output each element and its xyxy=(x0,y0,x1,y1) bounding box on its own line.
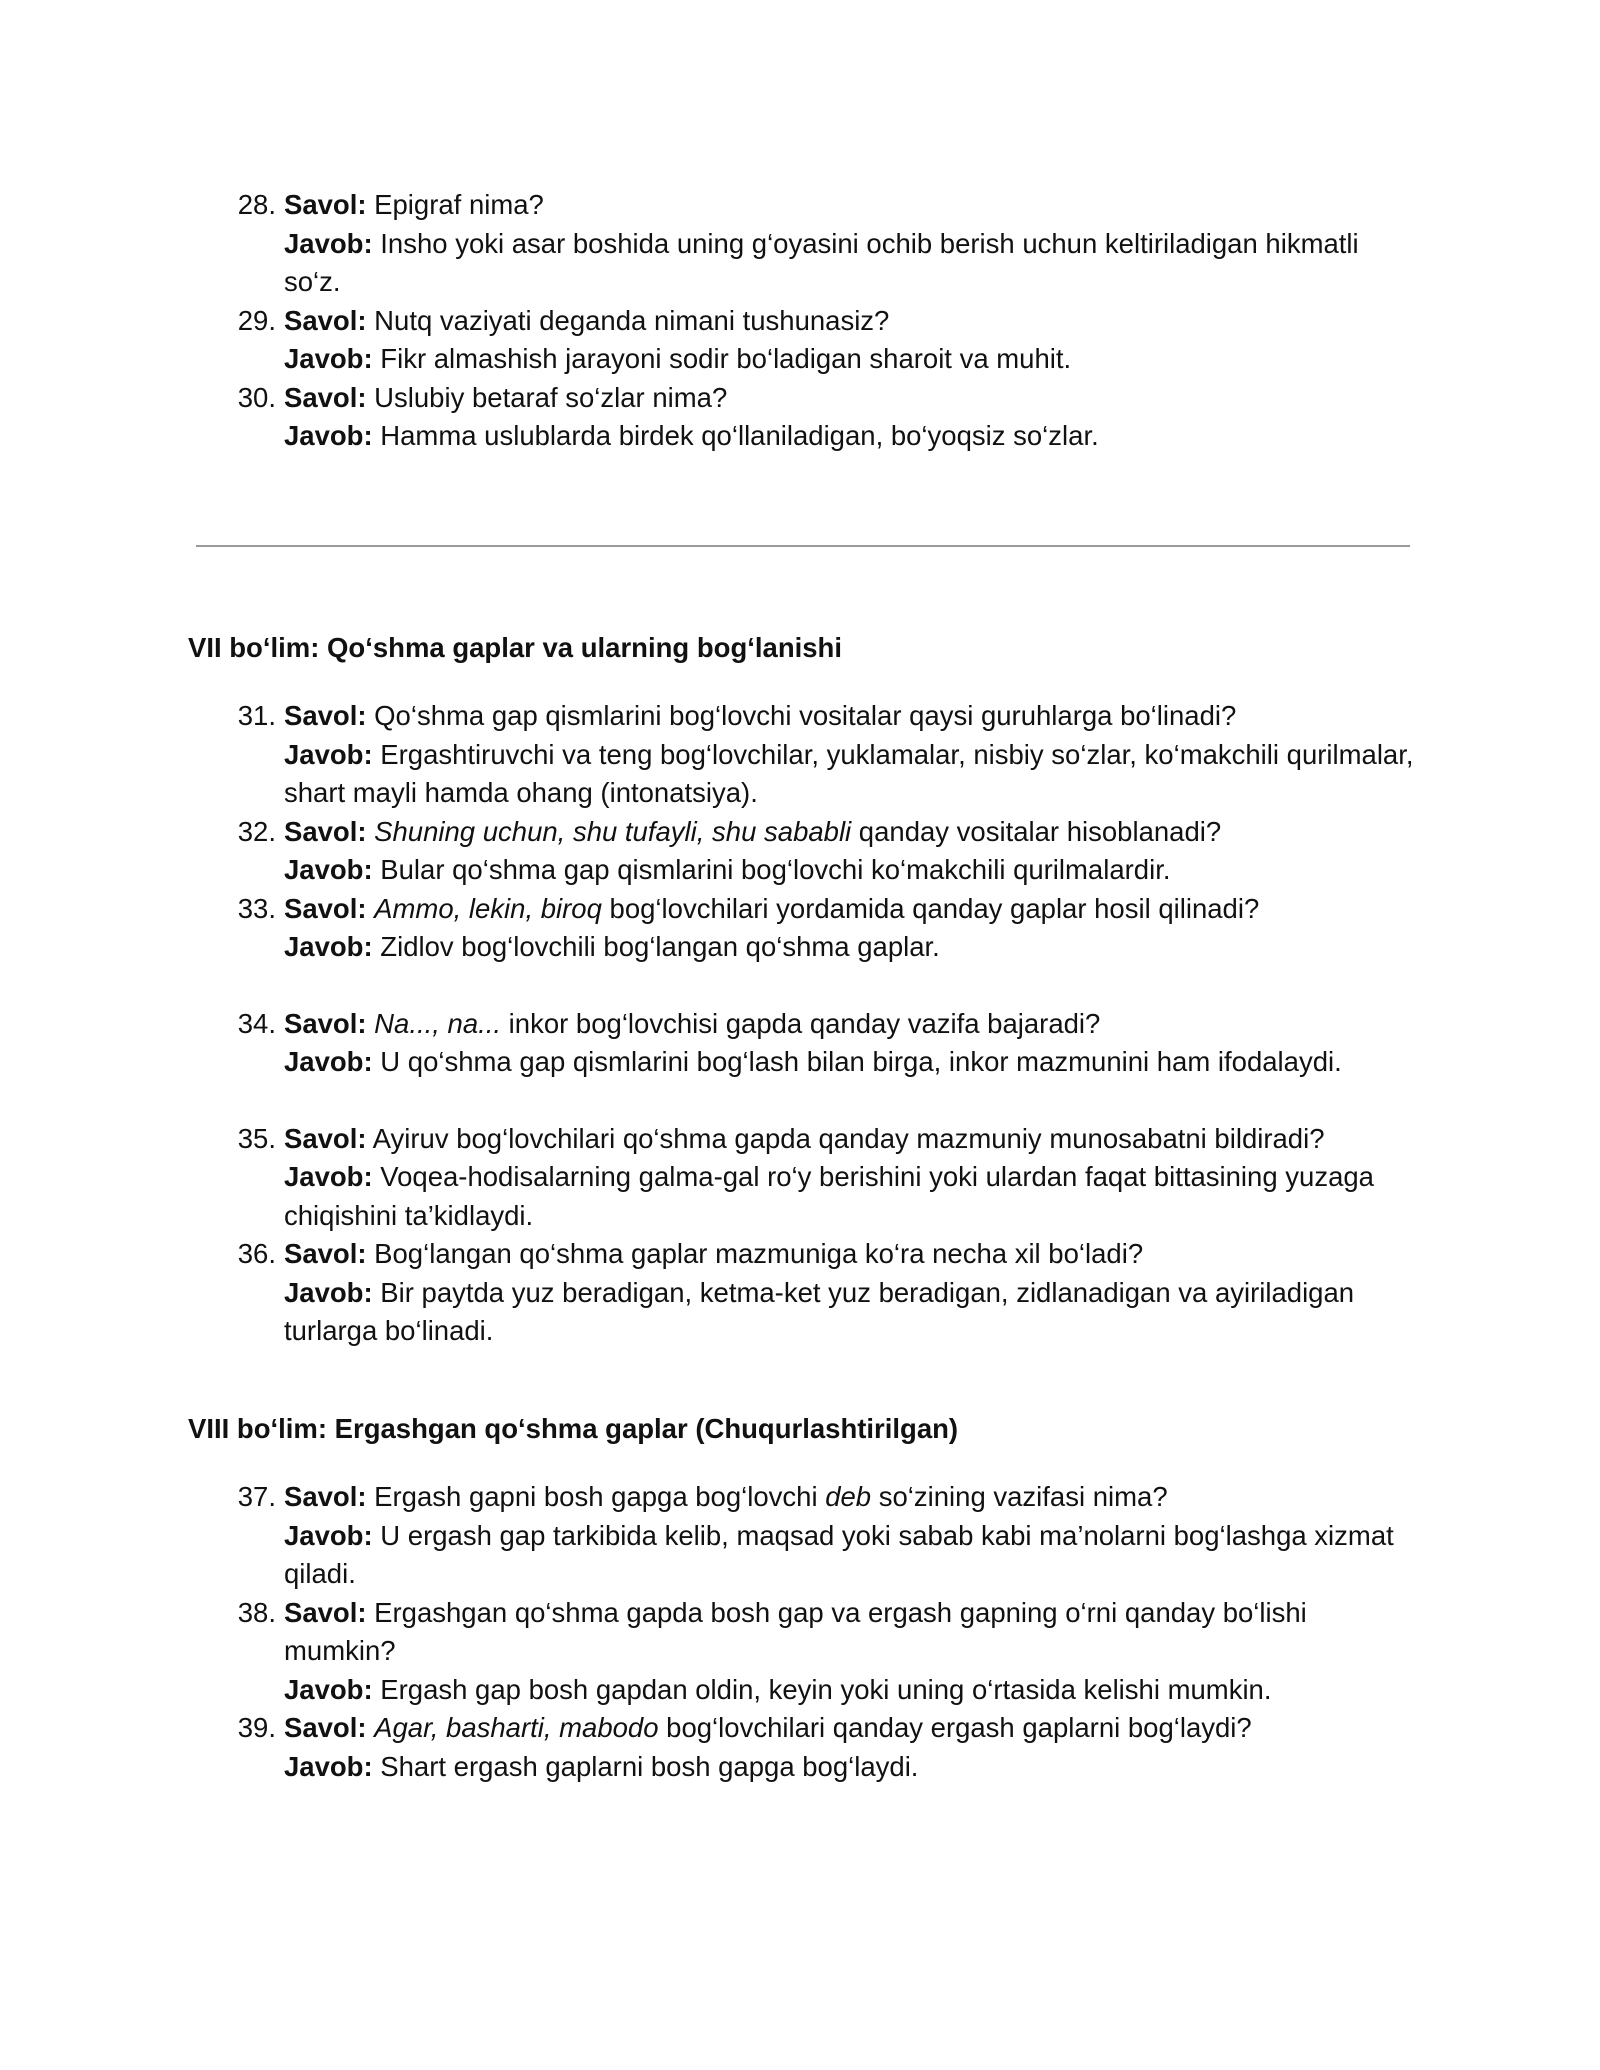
answer-line xyxy=(284,928,1420,967)
question-text: Epigraf nima? xyxy=(374,189,544,220)
question-label: Savol: xyxy=(284,1007,367,1039)
item-number: 33. xyxy=(237,892,276,924)
question-label: Savol: xyxy=(284,1712,367,1743)
question-emphasis: Shuning uchun, shu tufayli, shu sababli xyxy=(374,815,852,847)
question-line xyxy=(284,1478,1420,1517)
question-line xyxy=(284,697,1420,736)
qa-list-section-8 xyxy=(0,1478,1600,1786)
question-line xyxy=(284,302,1420,341)
question-text: Ayiruv bog‘lovchilari qo‘shma gapda qanday mazmuniy munosabatni bildiradi? xyxy=(372,1122,1325,1154)
answer-label: Javob: xyxy=(284,1673,373,1705)
question-label: Savol: xyxy=(284,815,367,847)
qa-item xyxy=(0,813,1600,890)
question-text: inkor bog‘lovchisi gapda qanday vazifa bajaradi? xyxy=(501,1007,1101,1039)
answer-line xyxy=(284,1517,1420,1594)
answer-text: U qo‘shma gap qismlarini bog‘lash bilan birga, inkor mazmunini ham ifodalaydi. xyxy=(380,1046,1342,1077)
answer-label: Javob: xyxy=(284,1750,373,1782)
answer-label: Javob: xyxy=(284,738,373,770)
question-label: Savol: xyxy=(284,892,367,924)
section-8-title: VIII bo‘lim: Ergashgan qo‘shma gaplar (Chuqurlashtirilgan) xyxy=(188,1413,959,1444)
question-line xyxy=(284,1235,1420,1274)
question-text: so‘zining vazifasi nima? xyxy=(871,1481,1168,1512)
item-number: 34. xyxy=(237,1007,276,1039)
item-number: 31. xyxy=(237,700,276,731)
question-text: bog‘lovchilari qanday ergash gaplarni bog‘laydi? xyxy=(658,1712,1252,1743)
answer-label: Javob: xyxy=(284,1046,373,1077)
question-label: Savol: xyxy=(284,1238,367,1269)
question-label: Savol: xyxy=(284,381,367,413)
question-label: Savol: xyxy=(284,189,367,220)
qa-item xyxy=(0,890,1600,967)
question-text: qanday vositalar hisoblanadi? xyxy=(851,815,1222,847)
question-text: Ergash gapni bosh gapga bog‘lovchi xyxy=(374,1481,826,1512)
answer-text: Zidlov bog‘lovchili bog‘langan qo‘shma gaplar. xyxy=(380,931,940,962)
item-number: 39. xyxy=(237,1712,276,1743)
answer-text: Insho yoki asar boshida uning g‘oyasini ochib berish uchun keltiriladigan hikmatli so‘z. xyxy=(284,227,1359,297)
answer-line xyxy=(284,417,1420,456)
qa-list-section-7 xyxy=(0,697,1600,1351)
question-emphasis: deb xyxy=(825,1481,872,1512)
answer-text: U ergash gap tarkibida kelib, maqsad yoki sabab kabi ma’nolarni bog‘lashga xizmat qiladi. xyxy=(284,1519,1394,1589)
answer-line xyxy=(284,851,1420,890)
answer-line xyxy=(284,225,1420,302)
question-line xyxy=(284,890,1420,929)
question-label: Savol: xyxy=(284,1481,367,1512)
qa-item xyxy=(0,697,1600,813)
question-text: Bog‘langan qo‘shma gaplar mazmuniga ko‘ra necha xil bo‘ladi? xyxy=(374,1238,1144,1269)
qa-item xyxy=(0,1005,1600,1082)
answer-text: Ergashtiruvchi va teng bog‘lovchilar, yuklamalar, nisbiy so‘zlar, ko‘makchili qurilmalar, shart mayli hamda ohang (intonatsiya). xyxy=(284,738,1414,808)
qa-item xyxy=(0,1594,1600,1710)
question-label: Savol: xyxy=(284,1122,367,1154)
answer-line xyxy=(284,340,1420,379)
question-text: Nutq vaziyati deganda nimani tushunasiz? xyxy=(374,304,890,336)
question-label: Savol: xyxy=(284,1596,367,1628)
qa-item xyxy=(0,186,1600,302)
answer-line xyxy=(284,1671,1420,1710)
qa-item xyxy=(0,1709,1600,1786)
answer-text: Shart ergash gaplarni bosh gapga bog‘laydi. xyxy=(380,1750,919,1782)
question-line xyxy=(284,813,1420,852)
question-line xyxy=(284,1005,1420,1044)
item-spacer xyxy=(0,1082,1600,1120)
answer-line xyxy=(284,1748,1420,1787)
answer-text: Ergash gap bosh gapdan oldin, keyin yoki uning o‘rtasida kelishi mumkin. xyxy=(380,1673,1272,1705)
item-number: 28. xyxy=(237,189,276,220)
answer-label: Javob: xyxy=(284,227,373,259)
answer-line xyxy=(284,1158,1420,1235)
item-number: 32. xyxy=(237,815,276,847)
question-text: bog‘lovchilari yordamida qanday gaplar hosil qilinadi? xyxy=(601,892,1260,924)
qa-item xyxy=(0,302,1600,379)
answer-text: Fikr almashish jarayoni sodir bo‘ladigan sharoit va muhit. xyxy=(380,343,1072,374)
question-line xyxy=(284,186,1420,225)
question-line xyxy=(284,1120,1420,1159)
item-number: 29. xyxy=(237,304,276,336)
answer-line xyxy=(284,1274,1420,1351)
answer-label: Javob: xyxy=(284,854,373,885)
answer-label: Javob: xyxy=(284,1161,373,1192)
question-line xyxy=(284,379,1420,418)
qa-item xyxy=(0,1120,1600,1236)
answer-line xyxy=(284,1043,1420,1082)
answer-label: Javob: xyxy=(284,420,373,451)
question-label: Savol: xyxy=(284,700,367,731)
question-emphasis: Ammo, lekin, biroq xyxy=(374,892,602,924)
qa-item xyxy=(0,1478,1600,1594)
item-number: 37. xyxy=(237,1481,276,1512)
section-divider xyxy=(196,545,1410,547)
question-text: Qo‘shma gap qismlarini bog‘lovchi vositalar qaysi guruhlarga bo‘linadi? xyxy=(374,700,1237,731)
section-7-title: VII bo‘lim: Qo‘shma gaplar va ularning bog‘lanishi xyxy=(188,632,842,663)
item-spacer xyxy=(0,967,1600,1005)
answer-line xyxy=(284,736,1420,813)
answer-label: Javob: xyxy=(284,1276,373,1308)
item-number: 36. xyxy=(237,1238,276,1269)
item-number: 30. xyxy=(237,381,276,413)
question-label: Savol: xyxy=(284,304,367,336)
answer-text: Voqea-hodisalarning galma-gal ro‘y berishini yoki ulardan faqat bittasining yuzaga chiqishini ta’kidlaydi. xyxy=(284,1161,1374,1231)
answer-label: Javob: xyxy=(284,1519,373,1551)
answer-text: Bular qo‘shma gap qismlarini bog‘lovchi ko‘makchili qurilmalardir. xyxy=(380,854,1171,885)
qa-item xyxy=(0,379,1600,456)
answer-text: Bir paytda yuz beradigan, ketma-ket yuz beradigan, zidlanadigan va ayiriladigan turlarga bo‘linadi. xyxy=(284,1276,1355,1346)
question-emphasis: Na..., na... xyxy=(374,1007,502,1039)
answer-label: Javob: xyxy=(284,343,373,374)
answer-text: Hamma uslublarda birdek qo‘llaniladigan, bo‘yoqsiz so‘zlar. xyxy=(380,420,1099,451)
question-text: Ergashgan qo‘shma gapda bosh gap va ergash gapning o‘rni qanday bo‘lishi mumkin? xyxy=(284,1596,1307,1666)
question-emphasis: Agar, basharti, mabodo xyxy=(374,1712,659,1743)
answer-label: Javob: xyxy=(284,931,373,962)
item-number: 38. xyxy=(237,1596,276,1628)
question-text: Uslubiy betaraf so‘zlar nima? xyxy=(374,381,728,413)
qa-item xyxy=(0,1235,1600,1351)
qa-list-part-6 xyxy=(0,186,1600,456)
item-number: 35. xyxy=(237,1122,276,1154)
question-line xyxy=(284,1709,1420,1748)
question-line xyxy=(284,1594,1420,1671)
